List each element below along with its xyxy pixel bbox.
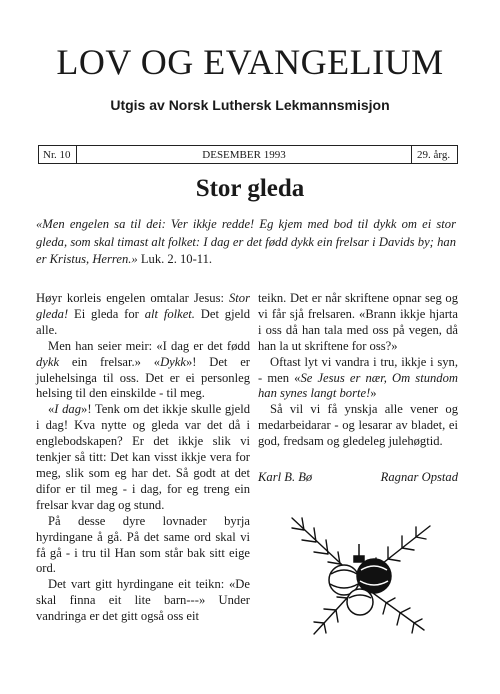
emphasis: dykk [36,354,60,369]
issue-info-bar [38,145,458,164]
paragraph [258,355,458,403]
emphasis: Stor gleda! [36,291,250,321]
emphasis: alt folket. [144,306,195,321]
signature-karl: Karl B. Bø [258,470,313,484]
paragraph: Så vil vi få ynskja alle vener og medarbeidarar - og lesarar av bladet, ei god, fredsam og gledeleg julehøgtid. [258,402,458,449]
signatures [258,470,458,485]
publication-title: LOV OG EVANGELIUM [56,42,444,82]
paragraph [36,291,250,339]
paragraph: På desse dyre lovnader byrja hyrdingane å gå. På det same ord skal vi få gå - i tru til Han som står bak sitt eige ord. [36,513,250,576]
article-title: Stor gleda [195,175,305,202]
article-column-right [258,291,458,450]
bible-reference: Luk. 2. 10-11. [137,252,213,266]
paragraph: Det vart gitt hyrdingane eit teikn: «De skal finna eit lite barn---» Under vandringa er det gitt også oss eit [36,577,250,624]
text: » [370,386,377,401]
signature-ragnar: Ragnar Opstad [380,470,458,484]
text: Ei gleda for [68,306,145,321]
text: »! Tenk om det ikkje skulle gjeld i dag! Kva nytte og gleda var det då i englebodskapen? Er det ikkje slik vi tenkjer så titt: Det kan visst ikkje vera for meg, slik som eg har det. Så godt at det difor er til meg - i dag, for eg treng ein frelsar kvar dag og stund. [36,402,250,512]
text: »! Det er julehelsinga til oss. Det er ei personleg helsing til den einskilde - til meg. [36,354,250,401]
emphasis: Se Jesus er nær, Om stundom han synes langt borte! [258,370,458,401]
intro-quote [36,216,456,269]
emphasis: Dykk [160,354,186,369]
text: Det gjeld alle. [36,306,250,337]
publisher-subtitle: Utgis av Norsk Luthersk Lekmannsmisjon [110,97,390,113]
paragraph [36,402,250,513]
emphasis: I dag [54,402,82,417]
article-column-left [36,291,250,625]
paragraph [36,339,250,403]
text: Men han seier meir: «I dag er det fødd [48,338,250,353]
text: Høyr korleis engelen omtalar Jesus: [36,291,229,305]
paragraph: teikn. Det er når skriftene opnar seg og vi får sjå frelsaren. «Brann ikkje hjarta i oss då han tala med oss på vegen, då han la ut skriftene for oss?» [258,291,458,353]
text: Oftast lyt vi vandra i tru, ikkje i syn, - men « [258,354,458,385]
bible-quote: «Men engelen sa til dei: Ver ikkje redde! Eg kjem med bod til dykk om ei stor gleda, som skal timast alt folket: I dag er det fødd dykk ein frelsar i Davids by; han er Kristus, Herren.» [36,217,456,266]
christmas-ornament-icon [284,506,434,636]
text: ein frelsar.» « [59,354,161,369]
issue-number: Nr. 10 [39,146,77,163]
issue-year: 29. årg. [411,146,457,163]
text: « [48,402,55,417]
issue-month: DESEMBER 1993 [202,148,286,161]
